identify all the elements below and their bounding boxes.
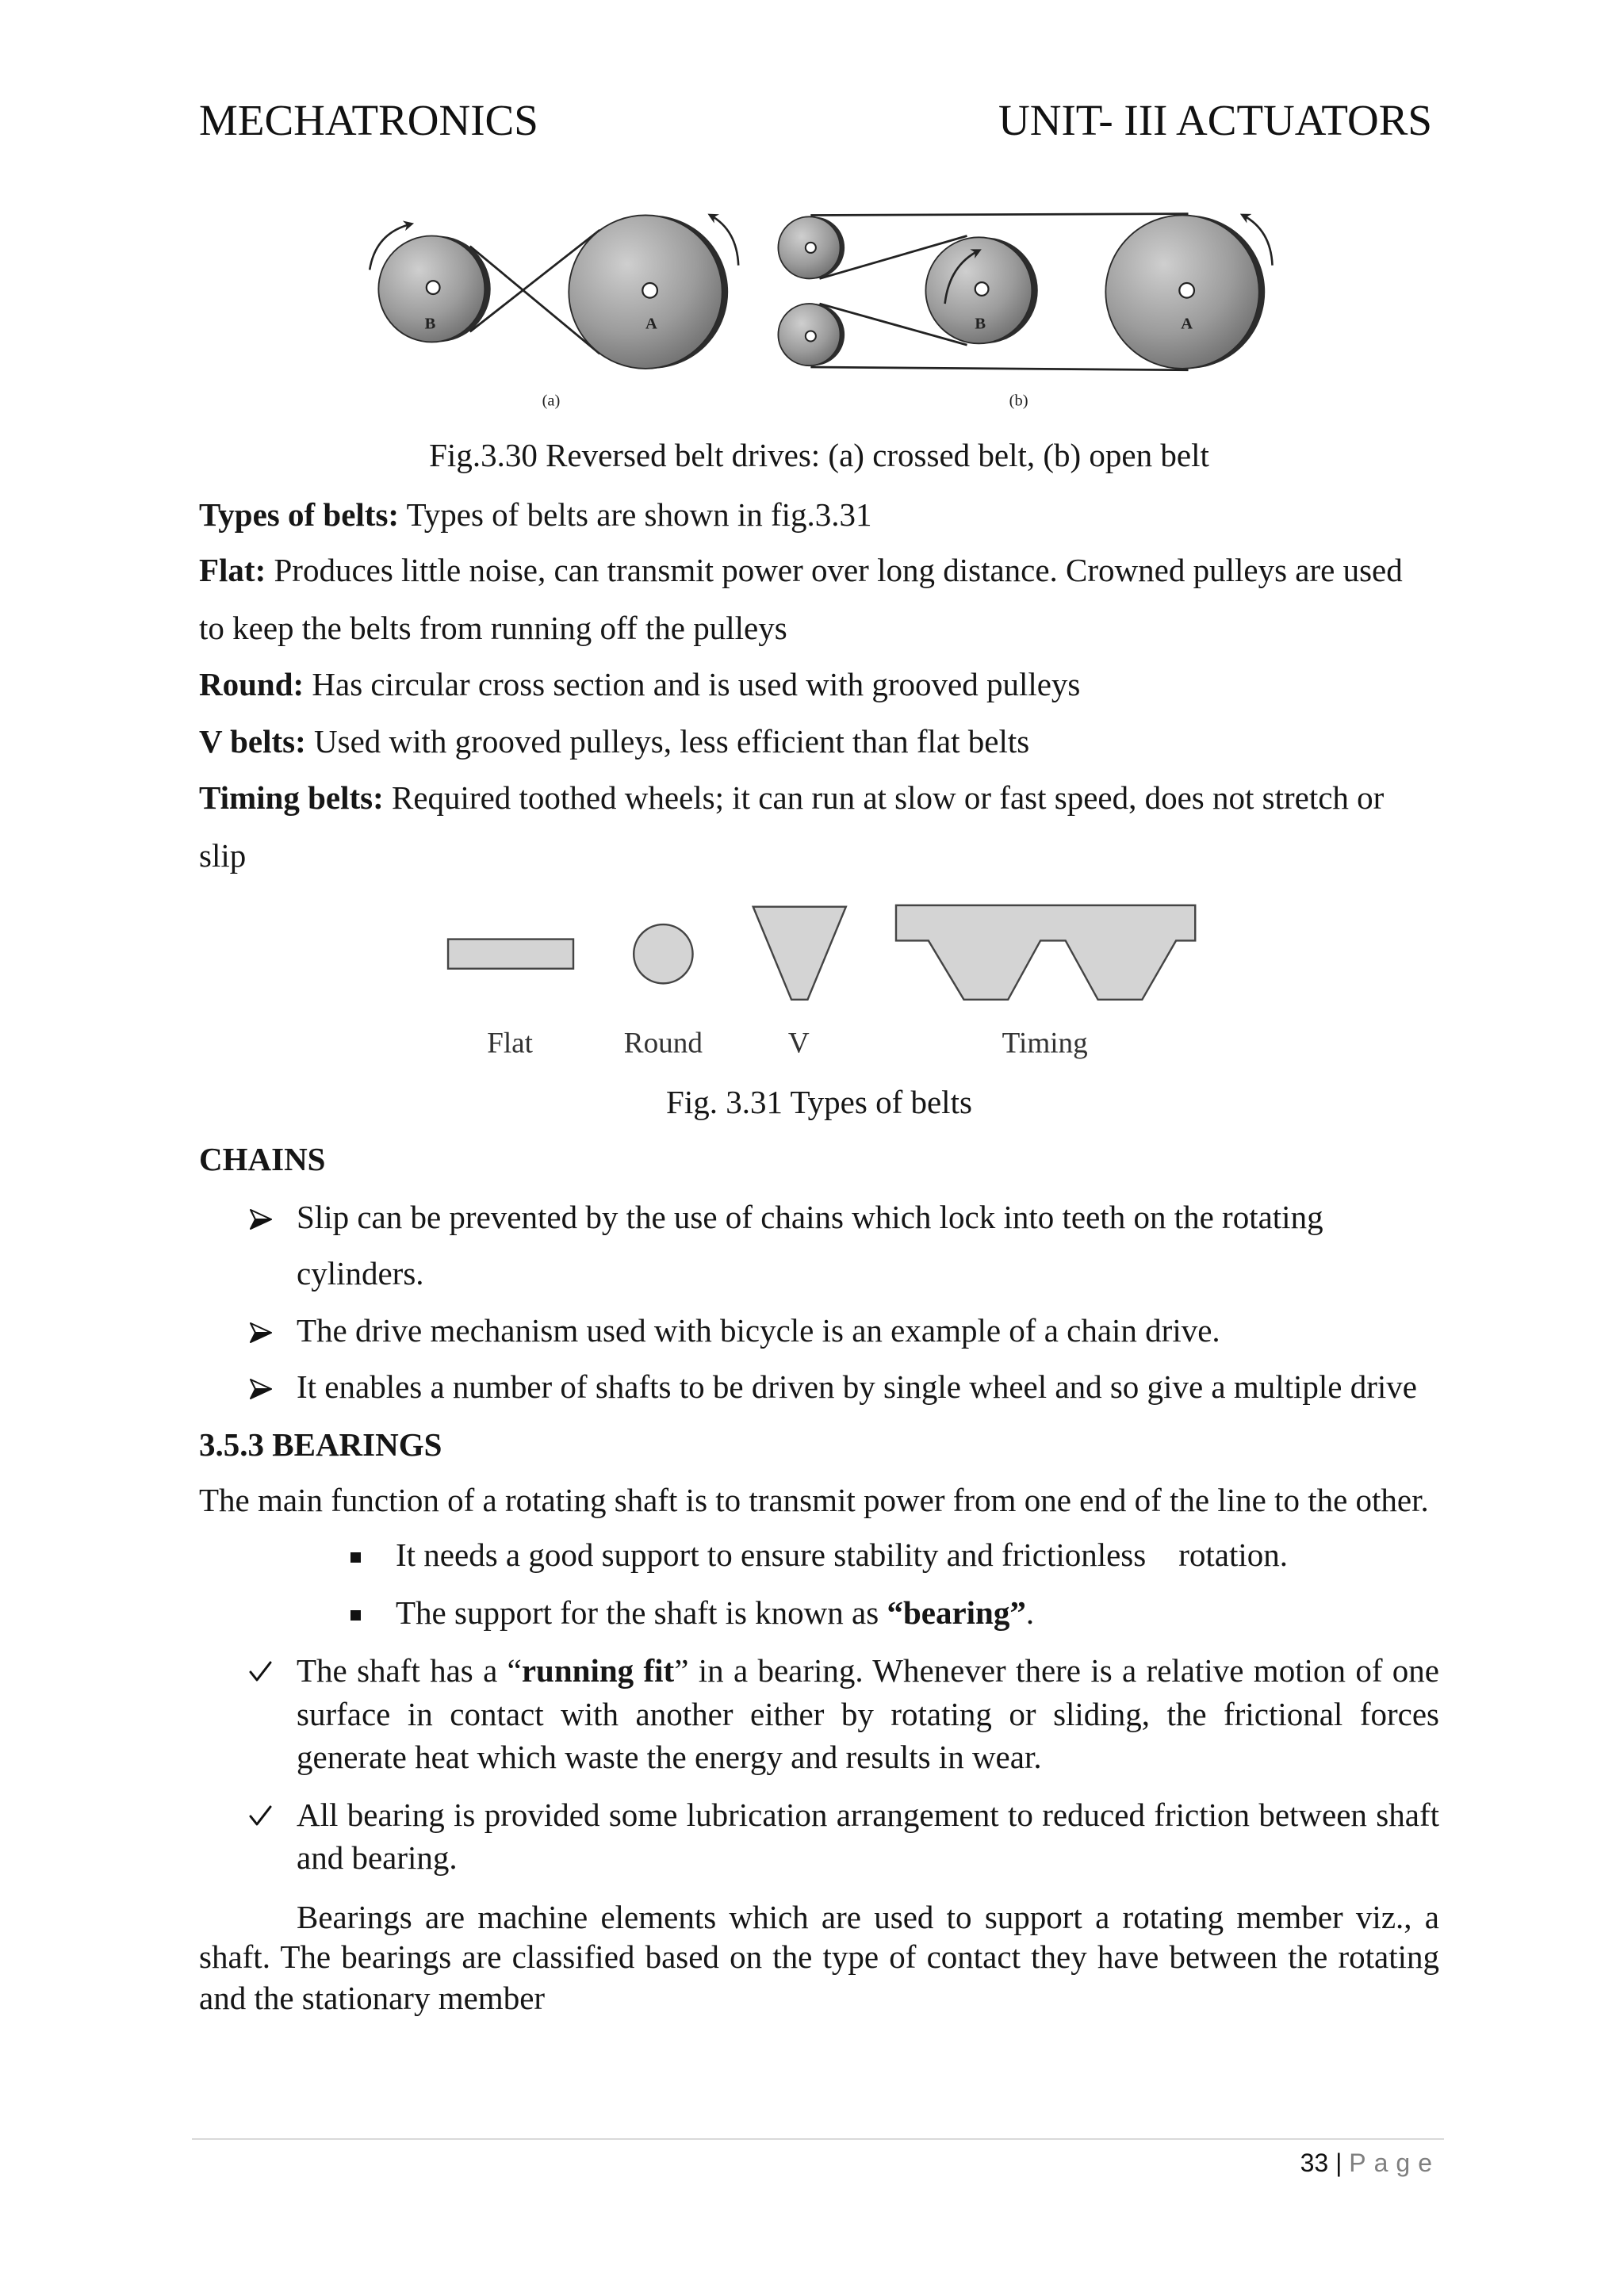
pulley-b-open xyxy=(925,237,1037,343)
chains-bullet-1-line-1: Slip can be prevented by the use of chains which lock into teeth on the rotating xyxy=(297,1199,1323,1235)
idler-pulley-bottom xyxy=(778,304,845,365)
types-of-belts-line xyxy=(199,496,872,534)
running-fit-term: running fit xyxy=(521,1652,675,1689)
bearings-heading: 3.5.3 BEARINGS xyxy=(199,1426,442,1463)
chains-heading: CHAINS xyxy=(199,1141,326,1177)
header-unit: UNIT- III ACTUATORS xyxy=(998,96,1432,144)
arrowhead-bullet-icon xyxy=(249,1209,273,1230)
open-belt-top-strand xyxy=(810,214,1188,216)
page-word: Page xyxy=(1349,2149,1440,2177)
footer-divider xyxy=(192,2138,1444,2140)
page-number: 33 xyxy=(1300,2149,1329,2177)
term-flat: Flat: xyxy=(199,552,266,588)
timing-belts-text: Required toothed wheels; it can run at slow or fast speed, does not stretch or xyxy=(383,779,1385,816)
label-timing: Timing xyxy=(1002,1027,1088,1060)
pulley-a-open xyxy=(1105,215,1265,368)
chains-bullet-1-line-2: cylinders. xyxy=(297,1255,424,1292)
bearings-paragraph-line-3: and the stationary member xyxy=(199,1980,546,2016)
page-footer xyxy=(1300,2148,1440,2178)
figure-3-30-caption: Fig.3.30 Reversed belt drives: (a) crossed belt, (b) open belt xyxy=(429,437,1209,473)
open-belt-bottom-strand xyxy=(810,367,1188,370)
label-flat: Flat xyxy=(487,1027,534,1060)
v-belts-line xyxy=(199,722,1029,761)
pulley-hub xyxy=(1179,283,1194,298)
figure-3-31-caption: Fig. 3.31 Types of belts xyxy=(666,1084,972,1120)
timing-belt-section xyxy=(896,905,1195,1000)
label-round: Round xyxy=(623,1027,703,1060)
flat-line-2: to keep the belts from running off the pulleys xyxy=(199,610,787,646)
bearings-check-1-line-1 xyxy=(297,1651,1439,1690)
square-bullet-icon xyxy=(350,1552,361,1563)
types-of-belts-text: Types of belts are shown in fig.3.31 xyxy=(399,496,872,533)
square-bullet-icon xyxy=(350,1610,361,1621)
pulley-hub xyxy=(806,243,816,253)
flat-belt-section xyxy=(448,939,573,969)
pulley-label-a: A xyxy=(1181,315,1193,333)
bearing-term: “bearing” xyxy=(887,1594,1026,1631)
bearing-period: . xyxy=(1025,1594,1035,1631)
flat-line-1 xyxy=(199,551,1403,590)
bearings-intro: The main function of a rotating shaft is to transmit power from one end of the line to the other. xyxy=(199,1482,1429,1518)
term-types-of-belts: Types of belts: xyxy=(199,496,400,533)
checkmark-icon xyxy=(248,1660,272,1682)
flat-text: Produces little noise, can transmit power over long distance. Crowned pulleys are used xyxy=(266,552,1403,588)
header-title: MECHATRONICS xyxy=(199,96,538,144)
idler-pulley-top xyxy=(778,216,845,278)
bearings-paragraph-line-2: shaft. The bearings are classified based on the type of contact they have between the rotating xyxy=(199,1938,1439,1975)
crossed-belt-drive xyxy=(370,215,738,409)
bearings-check-2-line-2: and bearing. xyxy=(297,1839,458,1876)
timing-belts-line-1 xyxy=(199,779,1384,817)
bearings-square-bullet-2 xyxy=(396,1594,1034,1632)
bearings-paragraph-line-1: Bearings are machine elements which are used to support a rotating member viz., a xyxy=(297,1899,1439,1935)
term-v-belts: V belts: xyxy=(199,723,306,760)
bearings-check-1-line-3: generate heat which waste the energy and results in wear. xyxy=(297,1739,1042,1775)
pulley-hub xyxy=(806,331,816,341)
pulley-label-a: A xyxy=(645,315,657,333)
page-separator: | xyxy=(1328,2149,1350,2177)
term-round: Round: xyxy=(199,666,304,702)
pulley-hub xyxy=(427,281,440,294)
pulley-hub xyxy=(642,283,657,298)
arrowhead-bullet-icon xyxy=(249,1322,273,1343)
round-text: Has circular cross section and is used with grooved pulleys xyxy=(304,666,1081,702)
v-belt-section xyxy=(753,907,846,1000)
open-belt-drive xyxy=(778,214,1272,410)
pulley-label-b: B xyxy=(975,315,986,333)
figure-3-31-belt-types xyxy=(435,894,1211,1070)
bearings-square-bullet-1: It needs a good support to ensure stability and frictionless rotation. xyxy=(396,1536,1288,1573)
arrowhead-bullet-icon xyxy=(249,1379,273,1399)
chains-bullet-3: It enables a number of shafts to be driven by single wheel and so give a multiple drive xyxy=(297,1368,1417,1405)
pulley-label-b: B xyxy=(424,315,436,333)
subfigure-label-b: (b) xyxy=(1009,392,1028,410)
term-timing-belts: Timing belts: xyxy=(199,779,384,816)
chains-bullet-2: The drive mechanism used with bicycle is an example of a chain drive. xyxy=(297,1312,1220,1349)
pulley-b-crossed xyxy=(378,236,490,342)
figure-3-30-belt-drives xyxy=(354,199,1285,420)
pulley-hub xyxy=(975,282,989,296)
pulley-a-crossed xyxy=(569,215,728,368)
timing-belts-line-2: slip xyxy=(199,837,247,874)
label-v: V xyxy=(787,1027,810,1060)
running-fit-post: ” in a bearing. Whenever there is a relative motion of one xyxy=(674,1652,1440,1689)
round-line xyxy=(199,665,1080,704)
bearings-check-1-line-2: surface in contact with another either by rotating or sliding, the frictional forces xyxy=(297,1696,1439,1732)
v-belts-text: Used with grooved pulleys, less efficient than flat belts xyxy=(305,723,1030,760)
subfigure-label-a: (a) xyxy=(542,392,561,410)
checkmark-icon xyxy=(248,1804,272,1827)
bearings-check-2-line-1: All bearing is provided some lubrication arrangement to reduced friction between shaft xyxy=(297,1797,1439,1833)
round-belt-section xyxy=(634,924,692,983)
running-fit-pre: The shaft has a “ xyxy=(297,1652,522,1689)
bearing-support-text: The support for the shaft is known as xyxy=(396,1594,887,1631)
